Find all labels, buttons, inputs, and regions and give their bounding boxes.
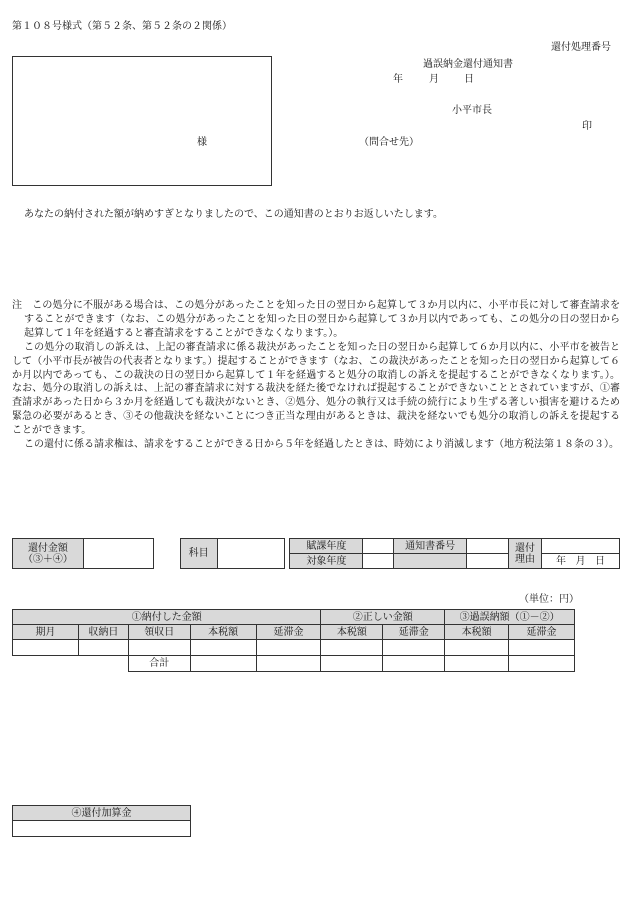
col-correct-tax: 本税額 xyxy=(321,625,383,640)
intro-text: あなたの納付された額が納めすぎとなりましたので、この通知書のとおりお返しいたします。 xyxy=(24,209,443,220)
subject-value xyxy=(217,539,285,569)
col-payment-date: 収納日 xyxy=(78,625,128,640)
note-lawsuit: この処分の取消しの訴えは、上記の審査請求に係る裁決があったことを知った日の翌日から起算して６か月以内に、小平市を被告として（小平市長が被告の代表者となります。）提起することができます（なお、この裁決があったことを知った日の翌日から起算して６か月以内であっても、この裁決の日の翌日から起算して１年を経過すると処分の取消しの訴えを提起することができなくなります。）。なお、処分の取消しの訴えは、上記の審査請求に対する裁決を経た後でなければ提起することができないこととされていますが、①審査請求があった日から３か月を経過しても裁決がないとき、②処分、処分の執行又は手続の続行により生ずる著しい損害を避けるため緊急の必要があるとき、③その他裁決を経ないことにつき正当な理由があるときは、裁決を経ないでも処分の取消しの訴えを提起することができます。 xyxy=(12,341,620,437)
inquiry-label: （問合せ先） xyxy=(359,137,419,148)
refund-reason-label: 還付 理由 xyxy=(509,539,542,569)
levy-year-value xyxy=(363,539,394,554)
col-overpaid-delinquency: 延滞金 xyxy=(509,625,575,640)
group-paid-header: ①納付した金額 xyxy=(13,610,321,625)
note-prescription: この還付に係る請求権は、請求をすることができる日から５年を経過したときは、時効により消滅します（地方税法第１８条の３）。 xyxy=(24,439,619,451)
col-receipt-date: 領収日 xyxy=(128,625,190,640)
target-year-label: 対象年度 xyxy=(290,554,363,569)
unit-label: （単位：円） xyxy=(519,594,579,605)
notice-title: 過誤納金還付通知書 xyxy=(423,59,513,70)
summary-table xyxy=(12,538,620,569)
subject-label: 科目 xyxy=(180,539,217,569)
notes-section xyxy=(12,299,620,452)
date-month: 月 xyxy=(429,74,439,85)
group-overpaid-header: ③過誤納額（①－②） xyxy=(445,610,575,625)
addition-value xyxy=(13,821,191,837)
detail-table xyxy=(12,609,575,672)
refund-reason-value xyxy=(541,539,619,554)
form-title: 第１０８号様式（第５２条、第５２条の２関係） xyxy=(12,21,232,32)
total-row xyxy=(13,656,575,672)
refund-reason-date: 年 月 日 xyxy=(541,554,619,569)
col-period: 期月 xyxy=(13,625,79,640)
addition-table xyxy=(12,805,191,837)
notice-number-blank xyxy=(394,554,467,569)
col-paid-delinquency: 延滞金 xyxy=(256,625,321,640)
address-box xyxy=(12,56,272,186)
notice-number-label: 通知書番号 xyxy=(394,539,467,554)
seal-mark: 印 xyxy=(582,121,592,132)
date-year: 年 xyxy=(393,74,403,85)
date-day: 日 xyxy=(464,74,474,85)
mayor-name: 小平市長 xyxy=(452,105,492,116)
refund-amount-label: 還付金額 （③＋④） xyxy=(13,539,84,569)
refund-number-label: 還付処理番号 xyxy=(551,42,611,53)
target-year-value xyxy=(363,554,394,569)
total-label: 合計 xyxy=(128,656,190,672)
col-overpaid-tax: 本税額 xyxy=(445,625,509,640)
address-honorific: 様 xyxy=(197,137,207,148)
note-appeal: 注 この処分に不服がある場合は、この処分があったことを知った日の翌日から起算して３か月以内に、小平市長に対して審査請求をすることができます（なお、この処分があったことを知った日の翌日から起算して３か月以内であっても、この処分の日の翌日から起算して１年を経過すると審査請求をすることができなくなります。）。 xyxy=(12,300,620,339)
notice-number-value xyxy=(467,539,509,554)
refund-amount-value xyxy=(83,539,153,569)
col-correct-delinquency: 延滞金 xyxy=(383,625,445,640)
col-paid-tax: 本税額 xyxy=(190,625,256,640)
addition-label: ④還付加算金 xyxy=(13,806,191,821)
table-row xyxy=(13,640,575,656)
levy-year-label: 賦課年度 xyxy=(290,539,363,554)
group-correct-header: ②正しい金額 xyxy=(321,610,445,625)
